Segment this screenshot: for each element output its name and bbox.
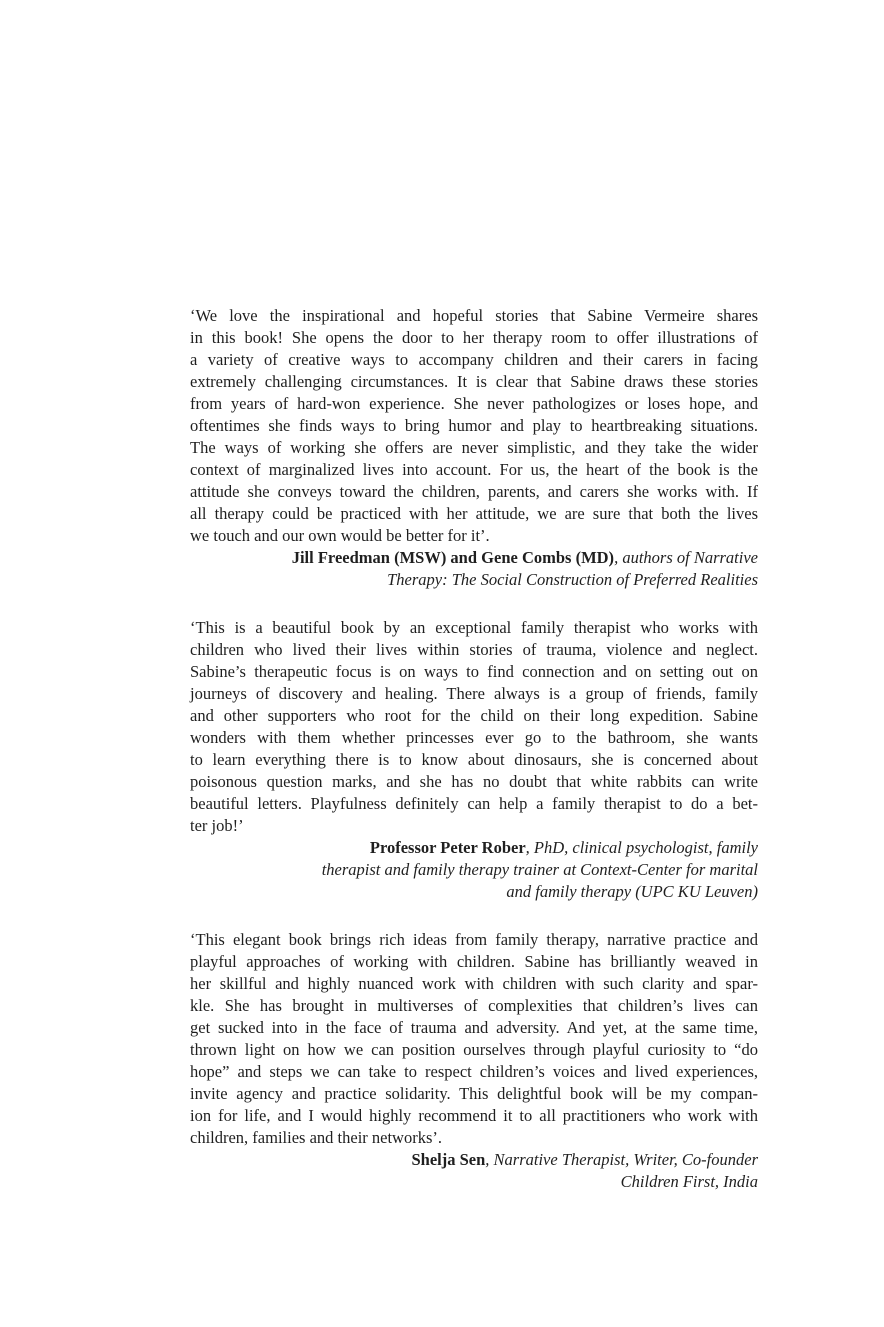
quote-line: kle. She has brought in multiverses of complexities that children’s lives can [190, 996, 758, 1015]
attribution-line [190, 569, 758, 591]
attribution-detail: Therapy: The Social Construction of Preferred Realities [387, 570, 758, 589]
attribution-detail: , PhD, clinical psychologist, family [525, 838, 758, 857]
quote-line: invite agency and practice solidarity. This delightful book will be my compan- [190, 1084, 758, 1103]
quote-line: journeys of discovery and healing. There always is a group of friends, family [190, 684, 758, 703]
attribution-name: Professor Peter Rober [369, 838, 526, 857]
quote-line: wonders with them whether princesses ever go to the bathroom, she wants [190, 728, 758, 747]
attribution-detail: , Narrative Therapist, Writer, Co-founder [485, 1150, 758, 1169]
quote-line: thrown light on how we can position ourselves through playful curiosity to “do [190, 1040, 758, 1059]
attribution-name: Jill Freedman (MSW) and Gene Combs (MD) [291, 548, 615, 567]
attribution-line [190, 1171, 758, 1193]
quote-line: context of marginalized lives into account. For us, the heart of the book is the [190, 460, 758, 479]
attribution-line [190, 859, 758, 881]
quote-line: from years of hard-won experience. She never pathologizes or loses hope, and [190, 394, 758, 413]
endorsement-3 [190, 929, 758, 1193]
quote-line: get sucked into in the face of trauma and adversity. And yet, at the same time, [190, 1018, 758, 1037]
attribution-line [190, 881, 758, 903]
endorsement-2 [190, 617, 758, 903]
quote-line: ‘This is a beautiful book by an exceptional family therapist who works with [190, 618, 758, 637]
quote-line: ‘This elegant book brings rich ideas from family therapy, narrative practice and [190, 930, 758, 949]
attribution-name: Shelja Sen [411, 1150, 486, 1169]
attribution-line [190, 1149, 758, 1171]
quote-line: Sabine’s therapeutic focus is on ways to find connection and on setting out on [190, 662, 758, 681]
quote-line: attitude she conveys toward the children, parents, and carers she works with. If [190, 482, 758, 501]
quote-line: ion for life, and I would highly recommend it to all practitioners who work with [190, 1106, 758, 1125]
quote-line: her skillful and highly nuanced work with children with such clarity and spar- [190, 974, 758, 993]
attribution-line [190, 837, 758, 859]
quote-line: all therapy could be practiced with her attitude, we are sure that both the lives [190, 504, 758, 523]
quote-line: extremely challenging circumstances. It is clear that Sabine draws these stories [190, 372, 758, 391]
quote-line: oftentimes she finds ways to bring humor and play to heartbreaking situations. [190, 416, 758, 435]
quote-line: in this book! She opens the door to her therapy room to offer illustrations of [190, 328, 758, 347]
attribution-detail: , authors of Narrative [614, 548, 758, 567]
endorsement-1 [190, 305, 758, 591]
quote-line: beautiful letters. Playfulness definitely can help a family therapist to do a bet- [190, 794, 758, 813]
attribution-detail: and family therapy (UPC KU Leuven) [506, 882, 758, 901]
quote-line: and other supporters who root for the child on their long expedition. Sabine [190, 706, 758, 725]
quote-line: poisonous question marks, and she has no doubt that white rabbits can write [190, 772, 758, 791]
quote-line: ter job!’ [190, 816, 244, 835]
quote-line: children, families and their networks’. [190, 1128, 443, 1147]
quote-line: The ways of working she offers are never simplistic, and they take the wider [190, 438, 758, 457]
quote-line: a variety of creative ways to accompany children and their carers in facing [190, 350, 758, 369]
attribution-line [190, 547, 758, 569]
quote-line: hope” and steps we can take to respect children’s voices and lived experiences, [190, 1062, 758, 1081]
quote-line: ‘We love the inspirational and hopeful stories that Sabine Vermeire shares [190, 306, 758, 325]
quote-line: playful approaches of working with children. Sabine has brilliantly weaved in [190, 952, 758, 971]
attribution-detail: therapist and family therapy trainer at Context-Center for marital [321, 860, 758, 879]
endorsements-text-block [190, 305, 758, 1219]
quote-line: we touch and our own would be better for it’. [190, 526, 490, 545]
quote-line: to learn everything there is to know about dinosaurs, she is concerned about [190, 750, 758, 769]
quote-line: children who lived their lives within stories of trauma, violence and neglect. [190, 640, 758, 659]
attribution-detail: Children First, India [620, 1172, 758, 1191]
